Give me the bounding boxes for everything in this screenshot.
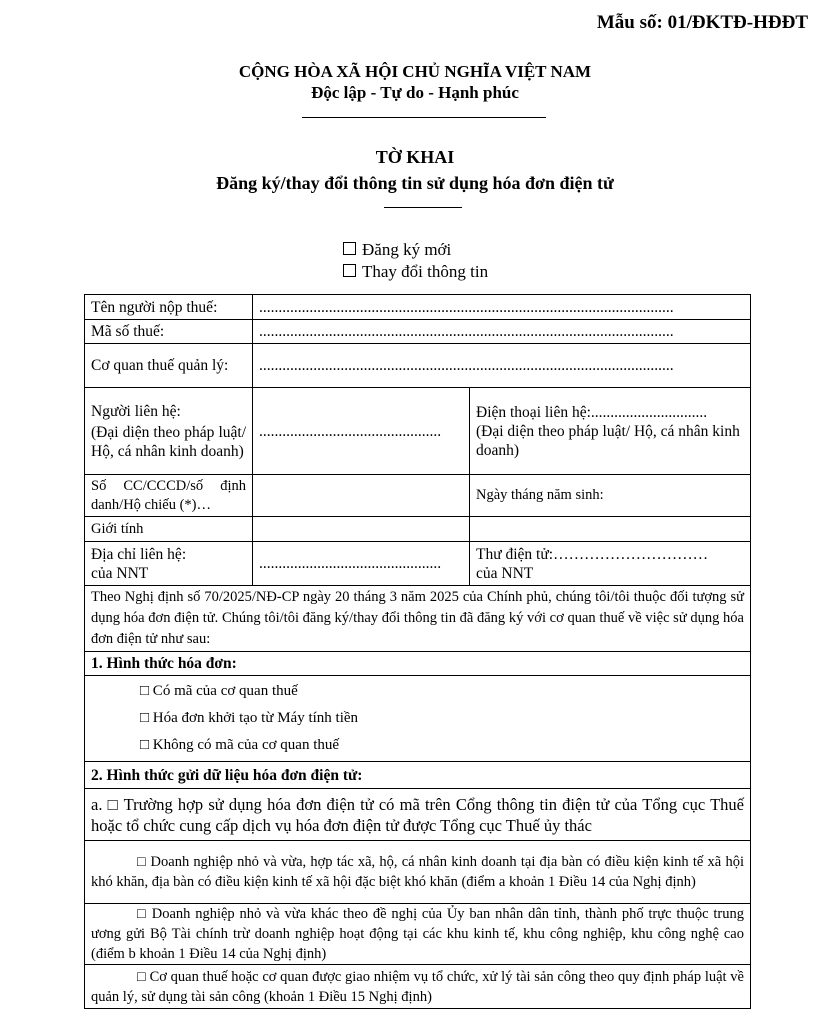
invoice-type-without-code[interactable]: □ Không có mã của cơ quan thuế	[140, 737, 340, 753]
birth-date-field[interactable]: Ngày tháng năm sinh:	[470, 475, 751, 517]
taxpayer-name-field[interactable]: ...........................................................................................................	[253, 295, 751, 320]
title-divider	[384, 207, 462, 208]
address-label: Địa chỉ liên hệ:	[91, 545, 187, 563]
motto: Độc lập - Tự do - Hạnh phúc	[311, 83, 519, 102]
checkbox-icon[interactable]	[343, 242, 356, 255]
address-of-label: của NNT	[91, 564, 149, 582]
tax-code-field[interactable]: ...........................................................................................................	[253, 320, 751, 344]
section-2-sub-item[interactable]: □ Cơ quan thuế hoặc cơ quan được giao nhiệm vụ tổ chức, xử lý tài sản công theo quy định pháp luật về quản lý, sử dụng tài sản công (khoản 1 Điều 15 Nghị định)	[85, 965, 751, 1009]
invoice-type-cash-register[interactable]: □ Hóa đơn khởi tạo từ Máy tính tiền	[140, 710, 359, 726]
option-new-registration[interactable]: Đăng ký mới	[343, 240, 451, 260]
tax-code-label: Mã số thuế:	[85, 320, 253, 344]
section-1-title: 1. Hình thức hóa đơn:	[85, 652, 751, 676]
email-cell[interactable]	[470, 542, 751, 586]
header-divider	[302, 117, 546, 118]
invoice-type-with-code[interactable]: □ Có mã của cơ quan thuế	[140, 683, 298, 699]
email-of-label: của NNT	[476, 564, 534, 582]
registration-form-table	[84, 294, 751, 1009]
nation-heading: CỘNG HÒA XÃ HỘI CHỦ NGHĨA VIỆT NAM	[238, 62, 592, 81]
taxpayer-name-label: Tên người nộp thuế:	[85, 295, 253, 320]
tax-agency-field[interactable]: ...........................................................................................................	[253, 344, 751, 388]
contact-phone-cell[interactable]	[470, 388, 751, 475]
empty-cell	[470, 517, 751, 542]
address-cell	[85, 542, 253, 586]
form-number: Mẫu số: 01/ĐKTĐ-HĐĐT	[596, 12, 808, 33]
contact-person-cell	[85, 388, 253, 475]
contact-person-label: Người liên hệ:	[91, 402, 181, 420]
tax-agency-label: Cơ quan thuế quản lý:	[85, 344, 253, 388]
address-field[interactable]: ...............................................	[253, 542, 470, 586]
section-2-sub-item[interactable]: □ Doanh nghiệp nhỏ và vừa, hợp tác xã, hộ, cá nhân kinh doanh tại địa bàn có điều kiện kinh tế xã hội khó khăn, địa bàn có điều kiện kinh tế xã hội đặc biệt khó khăn (điểm a khoản 1 Điều 14 của Nghị định)	[85, 841, 751, 904]
intro-paragraph: Theo Nghị định số 70/2025/NĐ-CP ngày 20 tháng 3 năm 2025 của Chính phủ, chúng tôi/tôi thuộc đối tượng sử dụng hóa đơn điện tử. Chúng tôi/tôi đăng ký/thay đổi thông tin đã đăng ký với cơ quan thuế về việc sử dụng hóa đơn điện tử như sau:	[85, 586, 751, 652]
id-number-field[interactable]	[253, 475, 470, 517]
contact-person-note: (Đại diện theo pháp luật/ Hộ, cá nhân kinh doanh)	[91, 423, 246, 460]
contact-phone-note: (Đại diện theo pháp luật/ Hộ, cá nhân kinh doanh)	[476, 422, 740, 459]
contact-person-field[interactable]: ...............................................	[253, 388, 470, 475]
gender-label: Giới tính	[85, 517, 253, 542]
email-label: Thư điện tử:…………………………	[476, 545, 709, 563]
checkbox-icon[interactable]	[343, 264, 356, 277]
document-title: TỜ KHAI	[375, 147, 455, 167]
section-2-item-a[interactable]: a. □ Trường hợp sử dụng hóa đơn điện tử có mã trên Cổng thông tin điện tử của Tổng cục Thuế hoặc tổ chức cung cấp dịch vụ hóa đơn điện tử được Tổng cục Thuế ủy thác	[85, 789, 751, 841]
invoice-type-options	[85, 676, 751, 762]
section-2-title: 2. Hình thức gửi dữ liệu hóa đơn điện tử:	[85, 762, 751, 789]
section-2-sub-item[interactable]: □ Doanh nghiệp nhỏ và vừa khác theo đề nghị của Ủy ban nhân dân tỉnh, thành phố trực thuộc trung ương gửi Bộ Tài chính trừ doanh nghiệp hoạt động tại các khu kinh tế, khu công nghiệp, khu công nghệ cao (điểm b khoản 1 Điều 14 của Nghị định)	[85, 904, 751, 965]
gender-field[interactable]	[253, 517, 470, 542]
option-change-info[interactable]: Thay đổi thông tin	[343, 262, 488, 282]
document-subtitle: Đăng ký/thay đổi thông tin sử dụng hóa đơn điện tử	[216, 173, 614, 193]
id-number-label: Số CC/CCCD/số định danh/Hộ chiếu (*)…	[85, 475, 253, 517]
contact-phone-label: Điện thoại liên hệ:..............................	[476, 403, 708, 421]
